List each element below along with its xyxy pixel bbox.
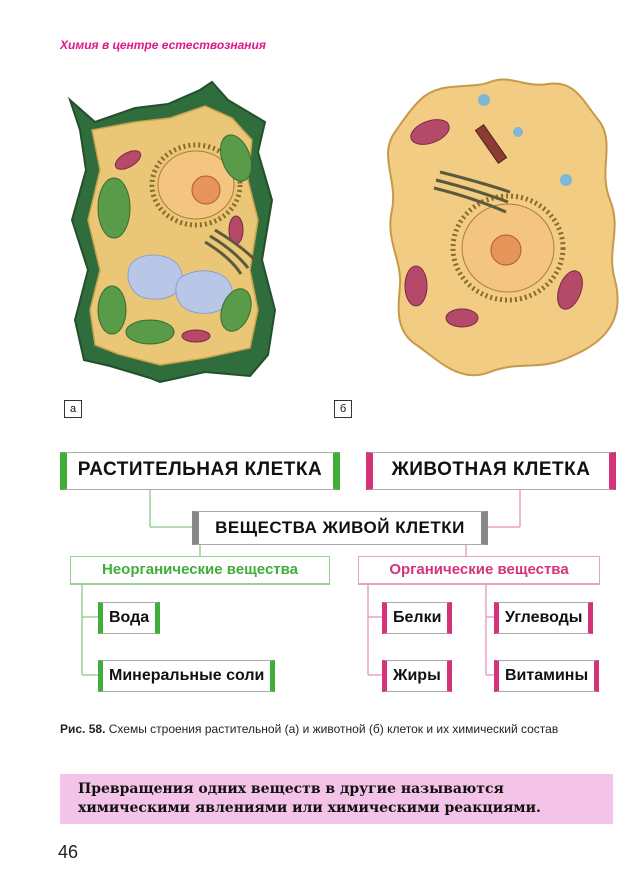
organic-item: Углеводы [494, 602, 593, 634]
organic-item: Жиры [382, 660, 452, 692]
figure-caption-text: Схемы строения растительной (а) и животной (б) клеток и их химический состав [108, 722, 559, 736]
plant-cell-box: РАСТИТЕЛЬНАЯ КЛЕТКА [60, 452, 340, 490]
figure-label-b: б [334, 400, 352, 418]
organic-item: Белки [382, 602, 452, 634]
figure-number: Рис. 58. [60, 722, 106, 736]
organic-substances-label: Органические вещества [358, 556, 600, 585]
organic-item: Витамины [494, 660, 599, 692]
running-title: Химия в центре естествознания [60, 38, 266, 52]
figure-caption [60, 722, 605, 737]
page-number: 46 [58, 842, 79, 862]
definition-box [60, 774, 613, 824]
inorganic-substances-label: Неорганические вещества [70, 556, 330, 585]
figure-label-a: а [64, 400, 82, 418]
inorganic-item: Вода [98, 602, 160, 634]
definition-text: Превращения одних веществ в другие называются химическими явлениями или химическими реакциями. [78, 781, 541, 816]
living-cell-substances-box: ВЕЩЕСТВА ЖИВОЙ КЛЕТКИ [192, 511, 488, 545]
inorganic-item: Минеральные соли [98, 660, 275, 692]
animal-cell-box: ЖИВОТНАЯ КЛЕТКА [366, 452, 616, 490]
